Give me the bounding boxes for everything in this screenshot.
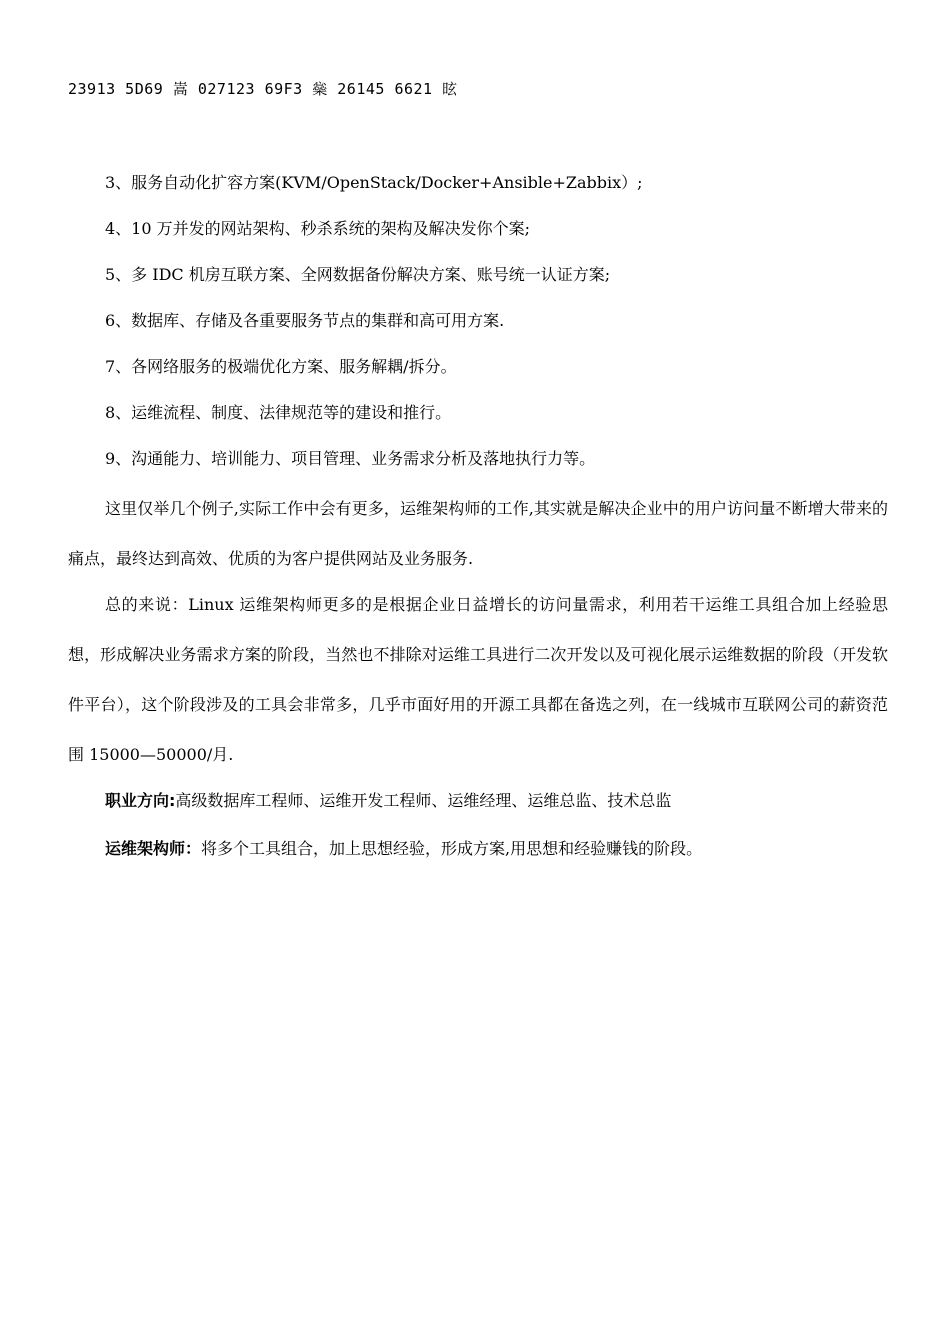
list-item: 7、各网络服务的极端优化方案、服务解耦/拆分。 [105,357,457,376]
solution-list [68,170,888,492]
architect-text: 将多个工具组合，加上思想经验，形成方案,用思想和经验赚钱的阶段。 [201,839,703,858]
list-item: 6、数据库、存储及各重要服务节点的集群和高可用方案. [105,311,505,330]
header-code-line: 23913 5D69 嵩 027123 69F3 橤 26145 6621 昡 [68,80,458,98]
list-item: 3、服务自动化扩容方案(KVM/OpenStack/Docker+Ansible+Zabbix）; [105,173,643,192]
list-item: 5、多 IDC 机房互联方案、全网数据备份解决方案、账号统一认证方案; [105,265,611,284]
architect-label: 运维架构师： [105,839,202,858]
list-item: 8、运维流程、制度、法律规范等的建设和推行。 [105,403,452,422]
list-item: 4、10 万并发的网站架构、秒杀系统的架构及解决发你个案; [105,219,531,238]
career-direction-line [105,788,671,814]
paragraph-summary: 总的来说：Linux 运维架构师更多的是根据企业日益增长的访问量需求，利用若干运维工具组合加上经验思想，形成解决业务需求方案的阶段，当然也不排除对运维工具进行二次开发以及可视化展示运维数据的阶段（开发软件平台），这个阶段涉及的工具会非常多，几乎市面好用的开源工具都在备选之列，在一线城市互联网公司的薪资范围 15000—50000/月. [68,595,888,764]
list-item: 9、沟通能力、培训能力、项目管理、业务需求分析及落地执行力等。 [105,449,596,468]
career-direction-text: 高级数据库工程师、运维开发工程师、运维经理、运维总监、技术总监 [175,791,672,810]
paragraph-examples: 这里仅举几个例子,实际工作中会有更多，运维架构师的工作,其实就是解决企业中的用户访问量不断增大带来的痛点，最终达到高效、优质的为客户提供网站及业务服务. [68,499,888,568]
career-direction-label: 职业方向: [105,791,176,810]
architect-definition-line [105,836,702,862]
